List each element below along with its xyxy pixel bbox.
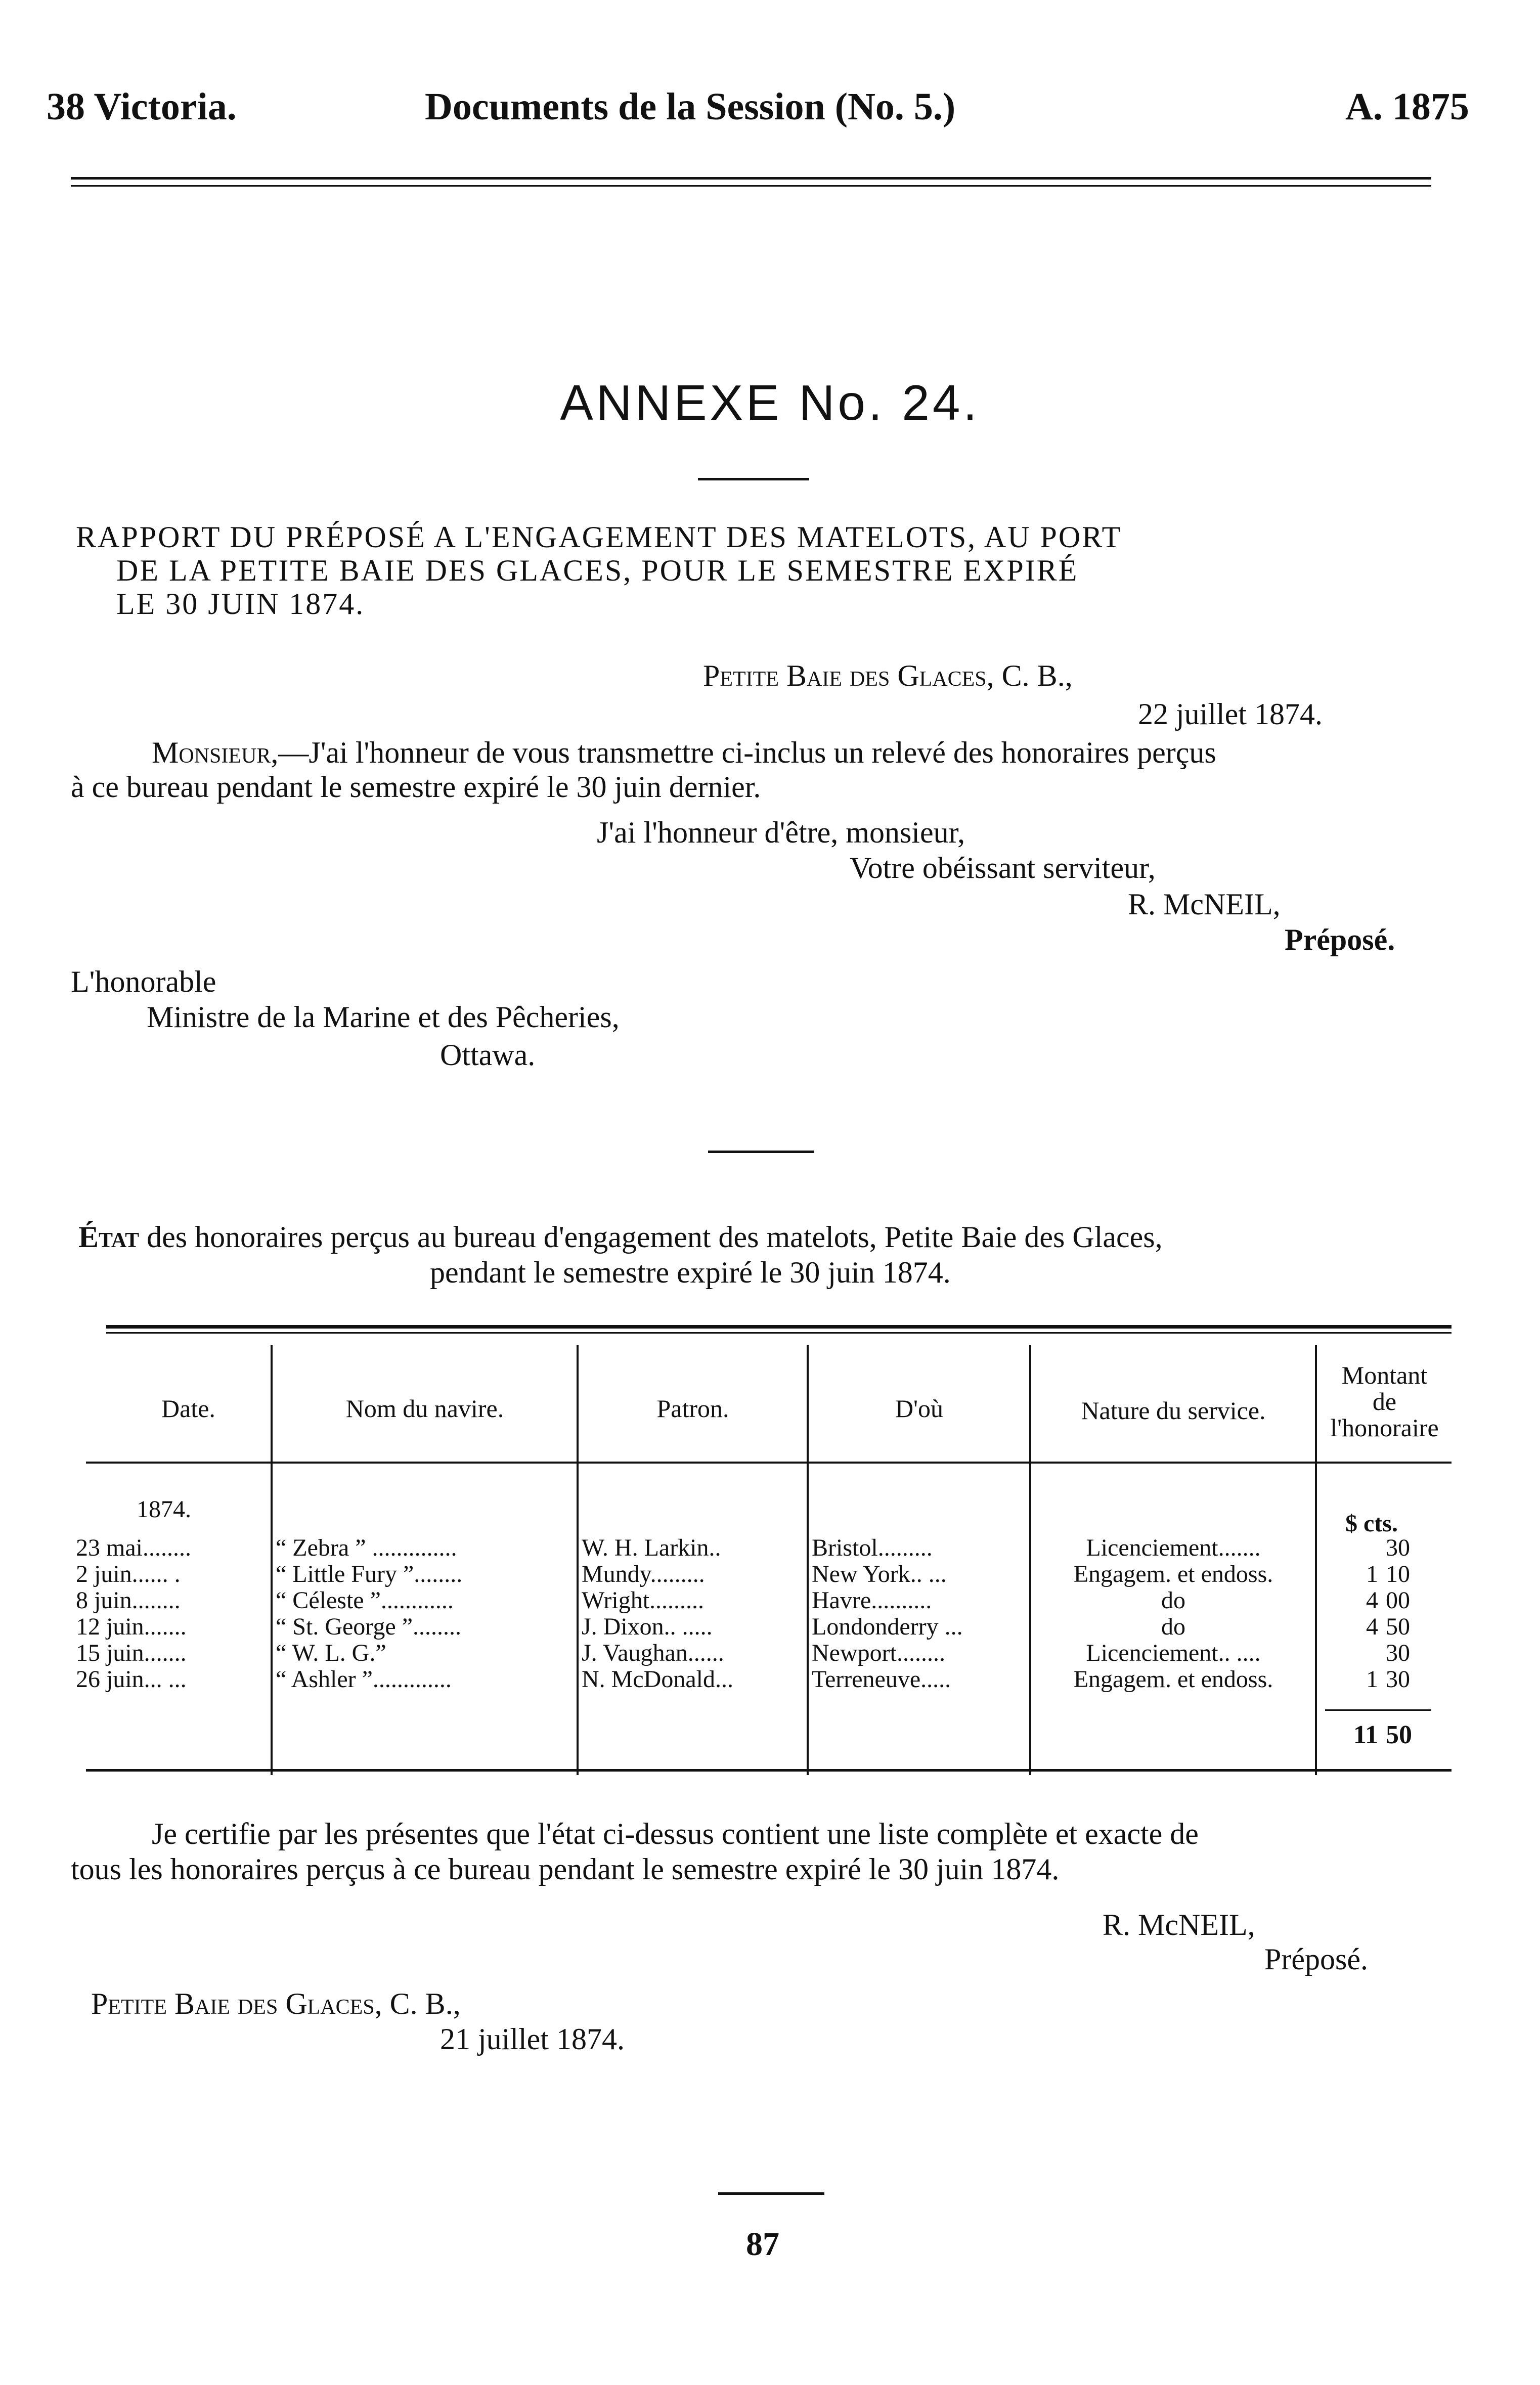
statement-lead: État [78,1220,140,1254]
table-bottom-rule [86,1769,1451,1772]
cell-cents: 00 [1386,1588,1410,1613]
cell-master: J. Vaughan...... [582,1641,724,1666]
addressee-line-1: L'honorable [71,965,216,998]
header-amount-2: de [1372,1387,1397,1416]
certification-signature: R. McNEIL, [1103,1908,1255,1941]
cell-cents: 50 [1386,1614,1410,1640]
cell-cents: 30 [1386,1535,1410,1561]
cell-master: W. H. Larkin.. [582,1535,721,1561]
header-master: Patron. [656,1394,729,1423]
letter-signature-title: Préposé. [1285,923,1395,956]
annex-title: ANNEXE No. 24. [560,375,980,430]
cell-from: Bristol......... [812,1535,933,1561]
header-center: Documents de la Session (No. 5.) [425,85,956,128]
cell-date: 26 juin... ... [76,1667,187,1692]
header-rule-top [71,177,1431,180]
letter-closing-1: J'ai l'honneur d'être, monsieur, [597,816,965,849]
letter-salutation: Monsieur, [152,736,279,769]
letter-body-text: —J'ai l'honneur de vous transmettre ci-inclus un relevé des honoraires perçus [278,736,1216,769]
cell-ship: “ Little Fury ”........ [276,1562,463,1587]
letter-body-line-1 [152,734,1216,771]
col-divider-2 [577,1345,579,1775]
cell-from: Newport........ [812,1641,945,1666]
cell-master: J. Dixon.. ..... [582,1614,713,1640]
certification-place: Petite Baie des Glaces, C. B., [91,1987,461,2020]
cell-from: New York.. ... [812,1562,947,1587]
cell-dollars: 4 [1366,1588,1378,1613]
cell-from: Terreneuve..... [812,1667,951,1692]
report-title-line-3: LE 30 JUIN 1874. [116,587,365,621]
cell-date: 2 juin...... . [76,1562,181,1587]
cell-ship: “ St. George ”........ [276,1614,462,1640]
letter-body-line-2: à ce bureau pendant le semestre expiré le 30 juin dernier. [71,770,761,804]
certification-signature-title: Préposé. [1264,1942,1368,1976]
total-rule [1325,1709,1431,1711]
certification-date: 21 juillet 1874. [440,2022,625,2056]
cell-ship: “ Ashler ”............. [276,1667,452,1692]
cell-date: 23 mai........ [76,1535,191,1561]
footer-divider [718,2192,824,2195]
certification-line-2: tous les honoraires perçus à ce bureau pendant le semestre expiré le 30 juin 1874. [71,1852,1060,1886]
cell-ship: “ Céleste ”............ [276,1588,454,1613]
cell-ship: “ Zebra ” .............. [276,1535,457,1561]
statement-line-1 [78,1219,1163,1255]
table-header-rule [86,1462,1451,1464]
title-divider [698,478,809,480]
cell-cents: 30 [1386,1667,1410,1692]
cell-from: Havre.......... [812,1588,932,1613]
statement-line-2: pendant le semestre expiré le 30 juin 1874. [430,1256,951,1289]
header-date: Date. [161,1394,215,1423]
cell-date: 12 juin....... [76,1614,187,1640]
col-divider-5 [1315,1345,1317,1775]
cell-cents: 10 [1386,1562,1410,1587]
letter-date: 22 juillet 1874. [1138,697,1323,731]
cell-dollars: 1 [1366,1667,1378,1692]
table-year: 1874. [137,1496,191,1523]
cell-master: N. McDonald... [582,1667,733,1692]
cell-service: Engagem. et endoss. [1073,1667,1273,1692]
cell-master: Wright......... [582,1588,705,1613]
col-divider-3 [807,1345,809,1775]
letter-closing-2: Votre obéissant serviteur, [850,851,1156,885]
addressee-line-3: Ottawa. [440,1038,536,1072]
cell-service: do [1161,1614,1185,1640]
page-number: 87 [746,2226,779,2263]
cell-master: Mundy......... [582,1562,705,1587]
header-from: D'où [895,1394,944,1423]
certification-line-1: Je certifie par les présentes que l'état ci-dessus contient une liste complète et exacte de [152,1817,1199,1850]
header-left: 38 Victoria. [47,85,237,128]
currency-label: $ cts. [1345,1510,1398,1537]
table-top-rule [106,1325,1451,1329]
section-divider [708,1151,814,1153]
header-amount-3: l'honoraire [1330,1414,1439,1442]
cell-dollars: 4 [1366,1614,1378,1640]
cell-date: 8 juin........ [76,1588,181,1613]
total-dollars: 11 [1353,1720,1378,1749]
col-divider-4 [1029,1345,1031,1775]
cell-cents: 30 [1386,1641,1410,1666]
header-rule-bottom [71,185,1431,187]
header-service: Nature du service. [1081,1396,1266,1425]
table-top-rule-2 [106,1332,1451,1334]
cell-from: Londonderry ... [812,1614,963,1640]
letter-place: Petite Baie des Glaces, C. B., [703,659,1073,692]
header-right: A. 1875 [1345,85,1469,128]
header-ship: Nom du navire. [345,1394,504,1423]
cell-ship: “ W. L. G.” [276,1641,386,1666]
total-cents: 50 [1386,1720,1412,1749]
cell-service: Licenciement.. .... [1086,1641,1261,1666]
cell-date: 15 juin....... [76,1641,187,1666]
cell-dollars: 1 [1366,1562,1378,1587]
addressee-line-2: Ministre de la Marine et des Pêcheries, [147,1000,620,1034]
cell-service: Engagem. et endoss. [1073,1562,1273,1587]
cell-service: Licenciement....... [1086,1535,1261,1561]
report-title-line-2: DE LA PETITE BAIE DES GLACES, POUR LE SEMESTRE EXPIRÉ [116,554,1079,587]
header-amount-1: Montant [1341,1361,1428,1389]
letter-signature: R. McNEIL, [1128,888,1281,921]
col-divider-1 [271,1345,273,1775]
report-title-line-1: RAPPORT DU PRÉPOSÉ A L'ENGAGEMENT DES MATELOTS, AU PORT [76,520,1122,554]
cell-service: do [1161,1588,1185,1613]
statement-text: des honoraires perçus au bureau d'engagement des matelots, Petite Baie des Glaces, [147,1220,1163,1254]
